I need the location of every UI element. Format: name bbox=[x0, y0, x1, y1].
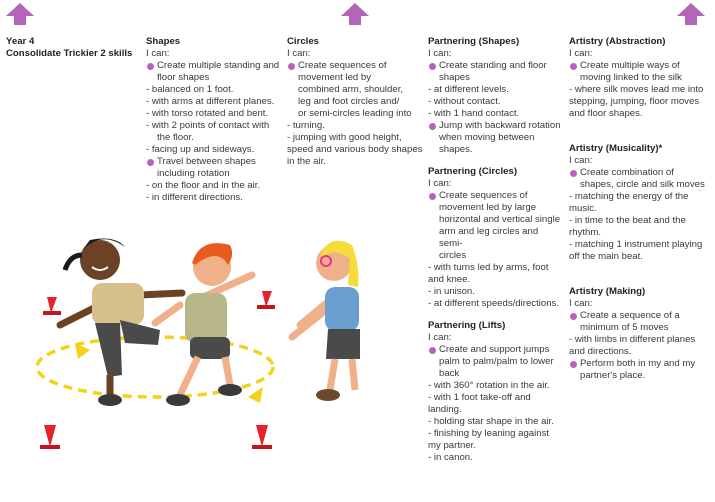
detail-line: and knee. bbox=[428, 274, 471, 285]
cone-icon bbox=[252, 425, 272, 449]
detail-line: - in time to the beat and the bbox=[569, 215, 686, 226]
artistry-making-section bbox=[569, 286, 709, 382]
section-intro: I can: bbox=[287, 48, 311, 59]
section-heading: Shapes bbox=[146, 36, 181, 47]
detail-line: speed and various body shapes bbox=[287, 144, 423, 155]
artistry-column bbox=[569, 36, 709, 382]
bullet-item: Create sequences of movement led by large horizontal and vertical single arm and leg circles and semi- circles bbox=[428, 190, 563, 262]
detail-line: - holding star shape in the air. bbox=[428, 416, 554, 427]
section-heading: Partnering (Shapes) bbox=[428, 36, 520, 47]
partnering-shapes-section bbox=[428, 36, 563, 156]
bullet-item: Travel between shapes including rotation bbox=[146, 156, 281, 180]
partnering-column bbox=[428, 36, 563, 464]
detail-line: - jumping with good height, bbox=[287, 132, 402, 143]
detail-line: - on the floor and in the air. bbox=[146, 180, 261, 191]
partnering-lifts-section bbox=[428, 320, 563, 464]
detail-line: - in different directions. bbox=[146, 192, 243, 203]
cone-icon bbox=[40, 425, 60, 449]
section-heading: Partnering (Lifts) bbox=[428, 320, 506, 331]
direction-arrow-icon bbox=[248, 387, 263, 403]
year-title: Year 4 bbox=[6, 36, 35, 47]
detail-line: music. bbox=[569, 203, 597, 214]
section-heading: Artistry (Abstraction) bbox=[569, 36, 666, 47]
section-intro: I can: bbox=[428, 332, 452, 343]
detail-line: - turning. bbox=[287, 120, 325, 131]
cone-icon bbox=[257, 291, 275, 309]
detail-line: - with 360° rotation in the air. bbox=[428, 380, 550, 391]
detail-line: rhythm. bbox=[569, 227, 601, 238]
year-header bbox=[6, 36, 136, 60]
child-figure-right bbox=[292, 241, 360, 401]
bullet-item: Create standing and floor shapes bbox=[428, 60, 563, 84]
detail-line: - matching the energy of the bbox=[569, 191, 689, 202]
up-arrow-icon[interactable] bbox=[340, 2, 370, 26]
detail-line: landing. bbox=[428, 404, 462, 415]
detail-line: and floor shapes. bbox=[569, 108, 643, 119]
direction-arrow-icon bbox=[75, 343, 90, 359]
bullet-item: Create and support jumps palm to palm/palm to lower back bbox=[428, 344, 563, 380]
partnering-circles-section bbox=[428, 166, 563, 310]
detail-line: - facing up and sideways. bbox=[146, 144, 255, 155]
section-intro: I can: bbox=[428, 48, 452, 59]
detail-line: - matching 1 instrument playing bbox=[569, 239, 703, 250]
detail-line: - without contact. bbox=[428, 96, 501, 107]
detail-line: - finishing by leaning against bbox=[428, 428, 550, 439]
bullet-item: Create sequences of movement led by combined arm, shoulder, leg and foot circles and/ or semi-circles leading into bbox=[287, 60, 417, 120]
circles-section bbox=[287, 36, 423, 168]
section-heading: Partnering (Circles) bbox=[428, 166, 518, 177]
bullet-item: Create multiple ways of moving linked to the silk bbox=[569, 60, 709, 84]
detail-line: in the air. bbox=[287, 156, 326, 167]
section-heading: Circles bbox=[287, 36, 319, 47]
section-heading: Artistry (Musicality)* bbox=[569, 143, 663, 154]
artistry-musicality-section bbox=[569, 143, 709, 263]
section-intro: I can: bbox=[569, 155, 593, 166]
detail-line: - at different levels. bbox=[428, 84, 509, 95]
detail-line: - with 1 foot take-off and bbox=[428, 392, 531, 403]
up-arrow-icon[interactable] bbox=[5, 2, 35, 26]
detail-line: - with limbs in different planes bbox=[569, 334, 696, 345]
section-heading: Artistry (Making) bbox=[569, 286, 646, 297]
section-intro: I can: bbox=[569, 48, 593, 59]
child-figure-left bbox=[60, 239, 182, 406]
section-intro: I can: bbox=[428, 178, 452, 189]
detail-line: - where silk moves lead me into bbox=[569, 84, 704, 95]
dancing-children-illustration bbox=[30, 225, 360, 495]
detail-line: - at different speeds/directions. bbox=[428, 298, 560, 309]
detail-line: off the main beat. bbox=[569, 251, 643, 262]
detail-line: - with torso rotated and bent. bbox=[146, 108, 269, 119]
detail-line: - with arms at different planes. bbox=[146, 96, 275, 107]
detail-line: - in unison. bbox=[428, 286, 475, 297]
shapes-section bbox=[146, 36, 281, 204]
bullet-item: Create a sequence of a minimum of 5 moves bbox=[569, 310, 709, 334]
bullet-item: Create multiple standing and floor shapes bbox=[146, 60, 281, 84]
detail-line: - with 2 points of contact with bbox=[146, 120, 270, 131]
bullet-item: Jump with backward rotation when moving between shapes. bbox=[428, 120, 563, 156]
child-figure-middle bbox=[155, 243, 252, 406]
bullet-item: Create combination of shapes, circle and silk moves bbox=[569, 167, 709, 191]
detail-line: - in canon. bbox=[428, 452, 473, 463]
detail-line: - balanced on 1 foot. bbox=[146, 84, 234, 95]
detail-line: - with turns led by arms, foot bbox=[428, 262, 549, 273]
detail-line: my partner. bbox=[428, 440, 476, 451]
detail-line: and directions. bbox=[569, 346, 632, 357]
detail-line: the floor. bbox=[157, 132, 194, 143]
bullet-item: Perform both in my and my partner's place. bbox=[569, 358, 709, 382]
up-arrow-icon[interactable] bbox=[676, 2, 706, 26]
section-intro: I can: bbox=[569, 298, 593, 309]
detail-line: stepping, jumping, floor moves bbox=[569, 96, 700, 107]
year-subtitle: Consolidate Trickier 2 skills bbox=[6, 48, 133, 59]
cone-icon bbox=[43, 297, 61, 315]
detail-line: - with 1 hand contact. bbox=[428, 108, 520, 119]
section-intro: I can: bbox=[146, 48, 170, 59]
artistry-abstraction-section bbox=[569, 36, 709, 120]
